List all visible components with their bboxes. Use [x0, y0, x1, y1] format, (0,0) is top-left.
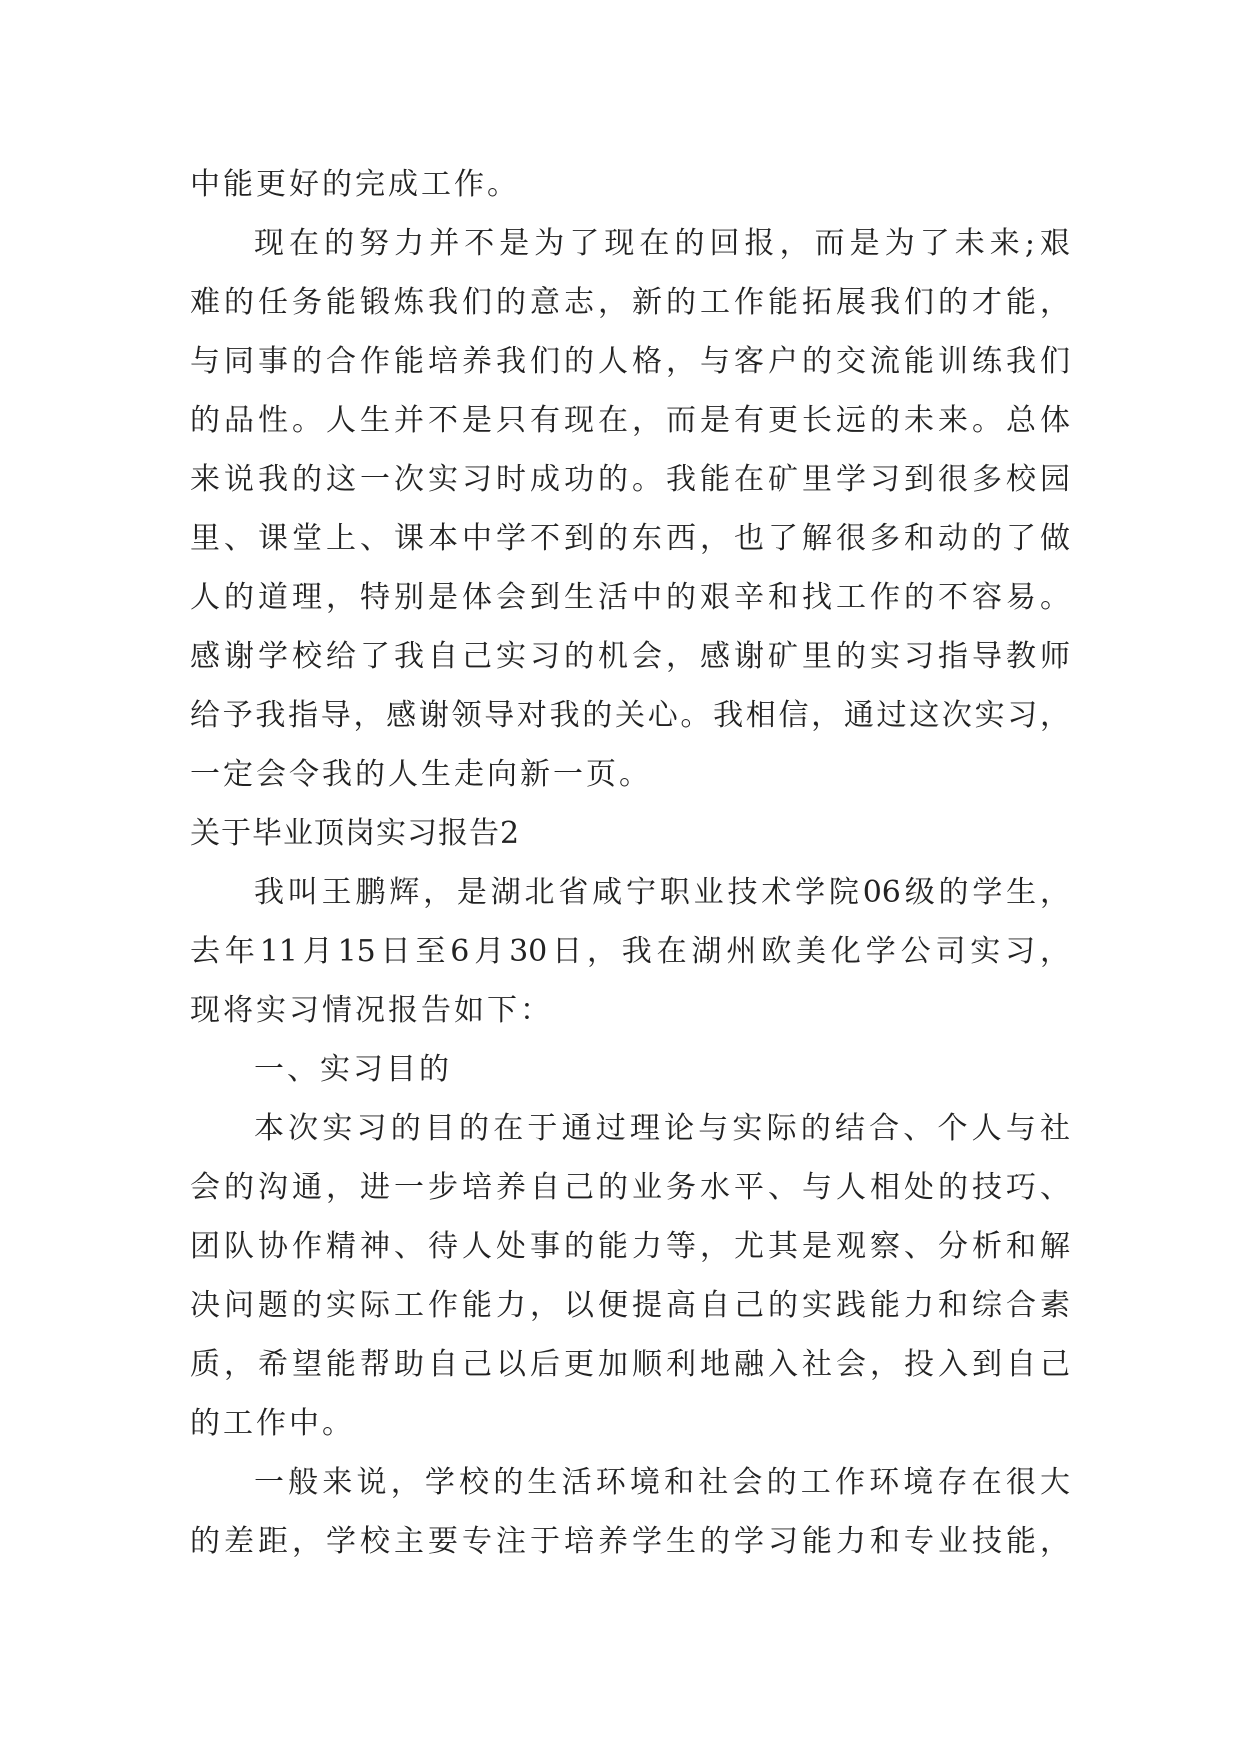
- section-title: 关于毕业顶岗实习报告2: [190, 816, 521, 851]
- paragraph-line: 里、课堂上、课本中学不到的东西，也了解很多和动的了做: [190, 521, 1070, 556]
- paragraph-line: 团队协作精神、待人处事的能力等，尤其是观察、分析和解: [190, 1229, 1070, 1264]
- paragraph-line: 会的沟通，进一步培养自己的业务水平、与人相处的技巧、: [190, 1170, 1070, 1205]
- paragraph-line: 给予我指导，感谢领导对我的关心。我相信，通过这次实习，: [190, 698, 1070, 733]
- paragraph-line: 本次实习的目的在于通过理论与实际的结合、个人与社: [254, 1111, 1070, 1146]
- paragraph-line: 中能更好的完成工作。: [190, 167, 520, 202]
- paragraph-line: 现在的努力并不是为了现在的回报，而是为了未来;艰: [254, 226, 1070, 261]
- paragraph-line: 现将实习情况报告如下：: [190, 993, 553, 1028]
- paragraph-line: 一般来说，学校的生活环境和社会的工作环境存在很大: [254, 1465, 1070, 1500]
- paragraph-line: 人的道理，特别是体会到生活中的艰辛和找工作的不容易。: [190, 580, 1070, 615]
- paragraph-line: 我叫王鹏辉，是湖北省咸宁职业技术学院06级的学生，: [254, 875, 1070, 910]
- paragraph-line: 与同事的合作能培养我们的人格，与客户的交流能训练我们: [190, 344, 1070, 379]
- paragraph-line: 决问题的实际工作能力，以便提高自己的实践能力和综合素: [190, 1288, 1070, 1323]
- paragraph-line: 难的任务能锻炼我们的意志，新的工作能拓展我们的才能，: [190, 285, 1070, 320]
- paragraph-line: 感谢学校给了我自己实习的机会，感谢矿里的实习指导教师: [190, 639, 1070, 674]
- subheading: 一、实习目的: [254, 1052, 452, 1087]
- paragraph-line: 的差距，学校主要专注于培养学生的学习能力和专业技能，: [190, 1524, 1070, 1559]
- paragraph-line: 的品性。人生并不是只有现在，而是有更长远的未来。总体: [190, 403, 1070, 438]
- paragraph-line: 质，希望能帮助自己以后更加顺利地融入社会，投入到自己: [190, 1347, 1070, 1382]
- paragraph-line: 的工作中。: [190, 1406, 355, 1441]
- paragraph-line: 来说我的这一次实习时成功的。我能在矿里学习到很多校园: [190, 462, 1070, 497]
- paragraph-line: 一定会令我的人生走向新一页。: [190, 757, 652, 792]
- paragraph-line: 去年11月15日至6月30日，我在湖州欧美化学公司实习，: [190, 934, 1070, 969]
